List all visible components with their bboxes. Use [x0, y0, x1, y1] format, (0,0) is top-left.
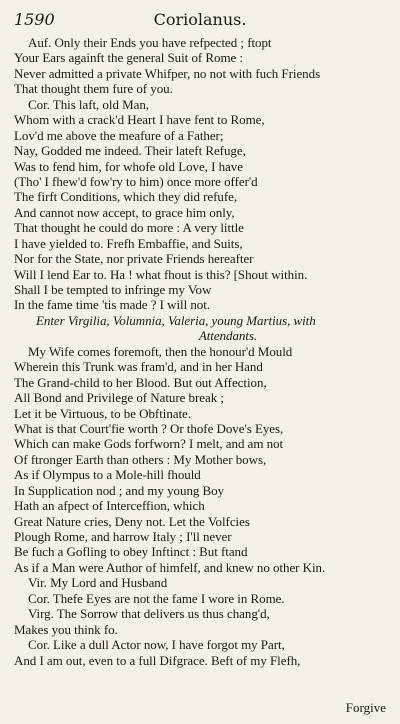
stage-direction: Enter Virgilia, Volumnia, Valeria, young Martius, with [36, 312, 316, 328]
running-title: Coriolanus. [153, 10, 247, 29]
page-header [0, 10, 400, 32]
text-line: The Grand-child to her Blood. But out Affection, [14, 374, 267, 390]
text-line: In the fame time 'tis made ? I will not. [14, 297, 211, 313]
text-line: As if a Man were Author of himfelf, and knew no other Kin. [14, 559, 326, 575]
text-line: And I am out, even to a full Difgrace. Beft of my Flefh, [14, 652, 301, 668]
text-line: Auf. Only their Ends you have refpected ; ftopt [28, 35, 272, 50]
text-line: Of ftronger Earth than others : My Mother bows, [14, 451, 267, 467]
text-line: (Tho' I fhew'd fow'ry to him) once more offer'd [14, 173, 258, 189]
text-line: Nay, Godded me indeed. Their lateft Refuge, [14, 143, 246, 159]
text-line: Never admitted a private Whifper, no not with fuch Friends [14, 65, 321, 81]
text-line: And cannot now accept, to grace him only, [14, 204, 235, 220]
play-text [14, 35, 394, 668]
text-line: Makes you think fo. [14, 621, 118, 637]
text-line: Cor. Thefe Eyes are not the fame I wore in Rome. [28, 590, 285, 606]
text-line: What is that Court'fie worth ? Or thofe Dove's Eyes, [14, 420, 284, 436]
text-line: Virg. The Sorrow that delivers us thus chang'd, [28, 606, 270, 622]
text-line: Let it be Virtuous, to be Obftinate. [14, 405, 191, 421]
text-line: Wherein this Trunk was fram'd, and in her Hand [14, 359, 263, 375]
text-line: Shall I be tempted to infringe my Vow [14, 282, 212, 297]
text-line: Cor. Like a dull Actor now, I have forgot my Part, [28, 637, 285, 653]
text-line: That thought he could do more : A very little [14, 220, 244, 236]
text-line: Which can make Gods forfworn? I melt, and am not [14, 436, 284, 452]
text-line: Was to fend him, for whofe old Love, I have [14, 158, 243, 174]
text-line: Plough Rome, and harrow Italy ; I'll never [14, 529, 232, 544]
text-line: Will I lend Ear to. Ha ! what fhout is this? [Shout within. [14, 266, 308, 282]
text-line: Be fuch a Gofling to obey Inftinct : But ftand [14, 544, 248, 560]
text-line: I have yielded to. Frefh Embaffie, and Suits, [14, 235, 243, 251]
text-line: Vir. My Lord and Husband [28, 575, 168, 591]
text-line: The firft Conditions, which they did refufe, [14, 189, 238, 205]
text-line: All Bond and Privilege of Nature break ; [14, 390, 224, 406]
text-line: My Wife comes foremoft, then the honour'd Mould [28, 343, 293, 359]
page-number: 1590 [14, 10, 55, 29]
text-line: Nor for the State, nor private Friends hereafter [14, 251, 254, 267]
text-line: In Supplication nod ; and my young Boy [14, 482, 225, 498]
catchword: Forgive [345, 700, 386, 715]
text-line: As if Olympus to a Mole-hill fhould [14, 467, 201, 483]
stage-direction: Attendants. [198, 328, 258, 344]
text-line: Hath an afpect of Interceffion, which [14, 498, 205, 514]
text-line: Lov'd me above the meafure of a Father; [14, 127, 224, 143]
text-line: Cor. This laft, old Man, [28, 96, 149, 112]
text-line: Whom with a crack'd Heart I have fent to Rome, [14, 112, 265, 128]
text-line: That thought them fure of you. [14, 81, 173, 97]
text-line: Your Ears againft the general Suit of Rome : [14, 50, 243, 66]
text-line: Great Nature cries, Deny not. Let the Volfcies [14, 513, 250, 529]
